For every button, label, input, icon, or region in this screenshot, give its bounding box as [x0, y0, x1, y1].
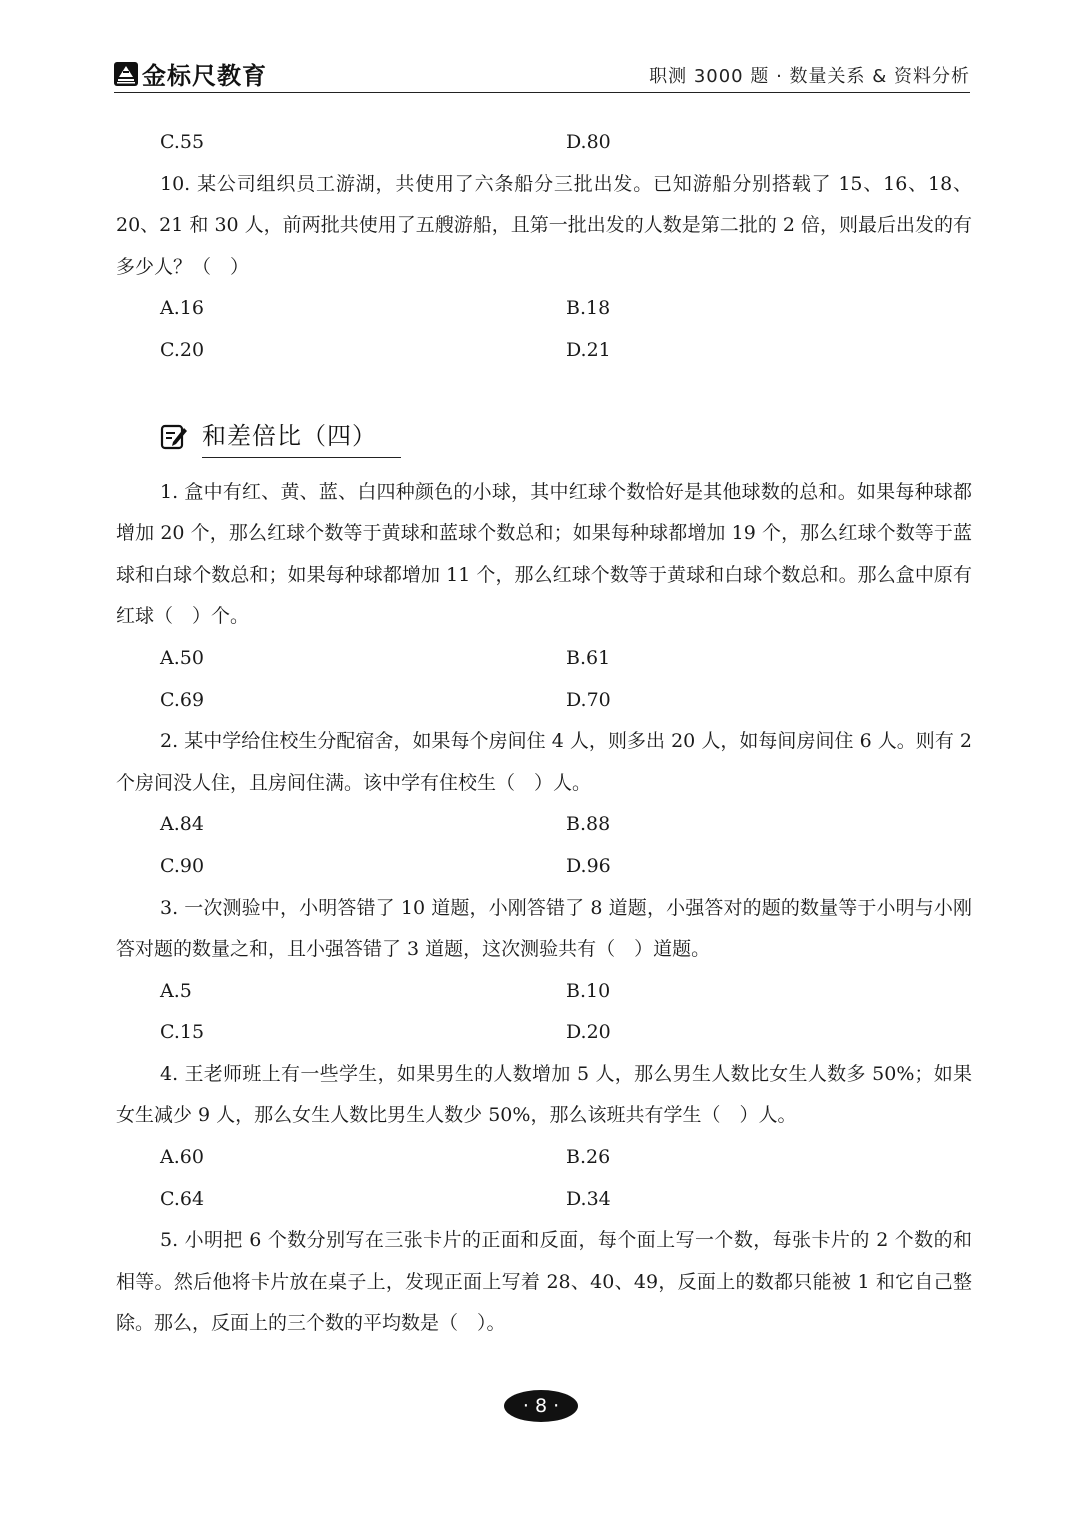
question-text: 5. 小明把 6 个数分别写在三张卡片的正面和反面，每个面上写一个数，每张卡片的 2 个数的和相等。然后他将卡片放在桌子上，发现正面上写着 28、40、49，反面上的数都只能被 1 和它自己整除。那么，反面上的三个数的平均数是（ ）。	[116, 1229, 972, 1335]
options-row	[116, 330, 972, 372]
brand-name: 金标尺教育	[142, 62, 267, 90]
options-row	[116, 122, 972, 164]
option-b: B.18	[566, 297, 611, 320]
option-d: D.80	[566, 131, 611, 153]
option-b: B.88	[566, 813, 611, 836]
brand-mark-icon	[114, 62, 138, 86]
options-row	[116, 288, 972, 330]
brand-logo	[114, 56, 267, 91]
options-row	[116, 1012, 972, 1054]
question-text: 1. 盒中有红、黄、蓝、白四种颜色的小球，其中红球个数恰好是其他球数的总和。如果每种球都增加 20 个，那么红球个数等于黄球和蓝球个数总和；如果每种球都增加 19 个，那么红球个数等于蓝球和白球个数总和；如果每种球都增加 11 个，那么红球个数等于黄球和白球个数总和。那么盒中原有红球（ ）个。	[116, 480, 972, 628]
options-row	[116, 638, 972, 680]
option-b: B.26	[566, 1146, 611, 1169]
question-3	[116, 888, 972, 1054]
question-text: 3. 一次测验中，小明答错了 10 道题，小刚答错了 8 道题，小强答对的题的数量等于小明与小刚答对题的数量之和，且小强答错了 3 道题，这次测验共有（ ）道题。	[116, 896, 972, 961]
options-row	[116, 1137, 972, 1179]
option-a: A.50	[160, 646, 204, 669]
option-d: D.70	[566, 688, 611, 711]
question-4	[116, 1054, 972, 1220]
option-c: C.64	[160, 1187, 205, 1210]
question-text: 4. 王老师班上有一些学生，如果男生的人数增加 5 人，那么男生人数比女生人数多 50%；如果女生减少 9 人，那么女生人数比男生人数少 50%，那么该班共有学生（ ）人。	[116, 1062, 972, 1127]
question-10	[116, 164, 972, 372]
option-a: A.16	[160, 297, 204, 320]
book-title: 职测 3000 题 · 数量关系 & 资料分析	[649, 66, 970, 87]
options-row	[116, 804, 972, 846]
edit-note-icon	[160, 423, 188, 451]
option-c: C.90	[160, 854, 205, 877]
option-d: D.96	[566, 854, 611, 877]
options-row	[116, 971, 972, 1013]
options-row	[116, 846, 972, 888]
option-a: A.5	[160, 979, 192, 1002]
options-row	[116, 1179, 972, 1221]
option-c: C.55	[160, 131, 205, 153]
option-c: C.15	[160, 1021, 205, 1044]
section-heading	[116, 372, 972, 472]
question-5	[116, 1220, 972, 1345]
option-a: A.60	[160, 1146, 204, 1169]
option-b: B.10	[566, 979, 611, 1002]
options-row	[116, 680, 972, 722]
page-number: · 8 ·	[504, 1390, 578, 1422]
section-title: 和差倍比（四）	[202, 416, 401, 458]
question-text: 2. 某中学给住校生分配宿舍，如果每个房间住 4 人，则多出 20 人，如每间房间住 6 人。则有 2 个房间没人住，且房间住满。该中学有住校生（ ）人。	[116, 730, 972, 794]
option-d: D.20	[566, 1021, 611, 1044]
page-header	[114, 52, 970, 93]
option-c: C.69	[160, 688, 205, 711]
page-content	[116, 122, 972, 1345]
question-text: 10. 某公司组织员工游湖，共使用了六条船分三批出发。已知游船分别搭载了 15、16、18、20、21 和 30 人，前两批共使用了五艘游船，且第一批出发的人数是第二批的 2 倍，则最后出发的有多少人？（ ）	[116, 172, 972, 278]
question-2	[116, 721, 972, 887]
option-c: C.20	[160, 338, 205, 361]
option-b: B.61	[566, 646, 611, 669]
option-d: D.21	[566, 338, 611, 361]
option-d: D.34	[566, 1187, 611, 1210]
question-1	[116, 472, 972, 722]
option-a: A.84	[160, 813, 204, 836]
